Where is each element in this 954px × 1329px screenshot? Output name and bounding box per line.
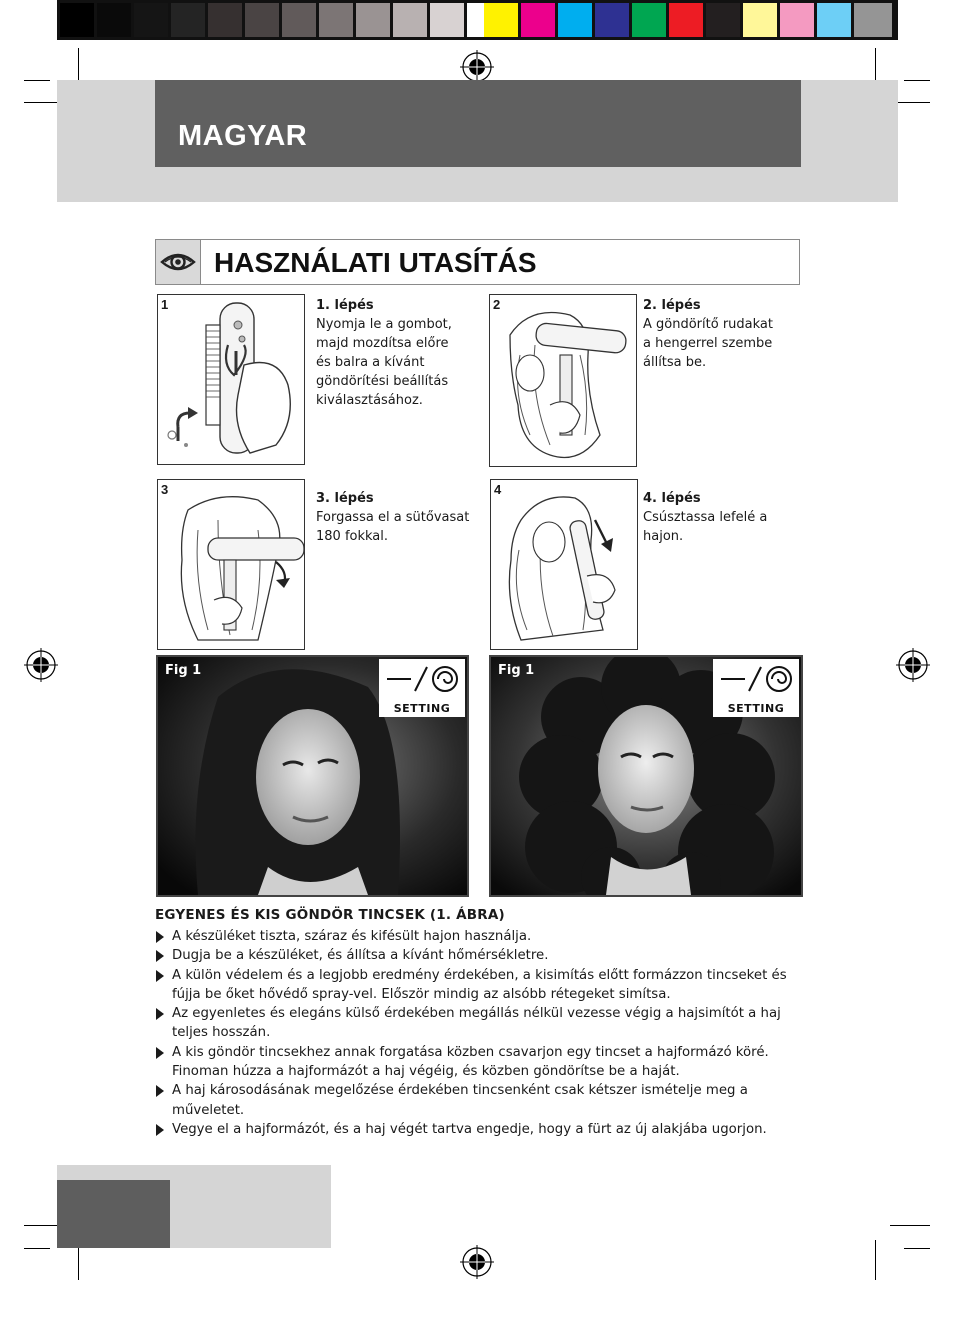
swatch (245, 3, 279, 37)
language-title: MAGYAR (178, 120, 308, 152)
swatch-pink (780, 3, 814, 37)
step-1-text (316, 296, 476, 410)
woman-using-curler-illustration (490, 295, 637, 467)
section-title-box (155, 239, 800, 285)
step-title: 4. lépés (643, 491, 701, 506)
step-description: Forgassa el a sütővasat 180 fokkal. (316, 510, 470, 544)
crop-mark (904, 1248, 930, 1249)
step-title: 3. lépés (316, 491, 374, 506)
registration-mark-icon (24, 648, 58, 682)
swatch (171, 3, 205, 37)
straight-wave-setting-icon (379, 659, 465, 699)
swatch-gray (854, 3, 892, 37)
section-title: HASZNÁLATI UTASÍTÁS (214, 247, 537, 278)
list-item-text: A kis göndör tincsekhez annak forgatása közben csavarjon egy tincset a hajformázó köré. Finoman húzza a hajformázót a haj végéig, és közben göndörítse be a haját. (172, 1044, 769, 1080)
swatch (356, 3, 390, 37)
setting-label: SETTING (393, 702, 451, 715)
swatch (134, 3, 168, 37)
list-item-text: Az egyenletes és elegáns külső érdekében megállás nélkül vezesse végig a hajsimítót a haj teljes hosszán. (172, 1006, 781, 1041)
straight-wave-setting-icon (713, 659, 799, 699)
list-item (155, 927, 795, 946)
list-item-text: Dugja be a készüléket, és állítsa a kívánt hőmérsékletre. (172, 948, 549, 964)
registration-mark-icon (460, 50, 494, 84)
list-item (155, 966, 795, 1005)
swatch-magenta (521, 3, 555, 37)
crop-mark (875, 1240, 876, 1280)
swatch (319, 3, 353, 37)
step-number: 1 (161, 297, 169, 312)
crop-mark (24, 80, 50, 81)
bullet-arrow-icon (156, 1085, 164, 1097)
bullet-arrow-icon (156, 1008, 164, 1020)
list-item (155, 1004, 795, 1043)
footer-page-tab (57, 1180, 170, 1248)
step-description: A göndörítő rudakat a hengerrel szembe állítsa be. (643, 317, 773, 370)
swatch (430, 3, 464, 37)
crop-mark (890, 1225, 930, 1226)
list-item (155, 1120, 795, 1139)
crop-mark (904, 80, 930, 81)
list-item (155, 1043, 795, 1082)
step-3-illustration (157, 479, 305, 650)
step-2-illustration (489, 294, 637, 467)
bullet-arrow-icon (156, 1124, 164, 1136)
swatch (282, 3, 316, 37)
setting-label: SETTING (727, 702, 785, 715)
bullet-arrow-icon (156, 950, 164, 962)
swatch (97, 3, 131, 37)
crop-mark (24, 1248, 50, 1249)
instructions-list (155, 927, 795, 1139)
swatch-green (632, 3, 666, 37)
step-number: 3 (161, 482, 169, 497)
swatch (208, 3, 242, 37)
swatch-red (669, 3, 703, 37)
swatch-yellow (484, 3, 518, 37)
curling-tool-hand-illustration (158, 295, 305, 465)
instructions-heading: EGYENES ÉS KIS GÖNDÖR TINCSEK (1. ÁBRA) (155, 907, 505, 923)
figure-label: Fig 1 (498, 663, 535, 678)
step-description: Csúsztassa lefelé a hajon. (643, 510, 768, 544)
slide-curler-down-illustration (491, 480, 638, 650)
step-3-text (316, 489, 476, 546)
figure-photo-straight-hair (156, 655, 469, 897)
list-item-text: A készüléket tiszta, száraz és kifésült hajon használja. (172, 929, 532, 944)
step-number: 2 (493, 297, 501, 312)
step-number: 4 (494, 482, 502, 497)
list-item-text: Vegye el a hajformázót, és a haj végét tartva engedje, hogy a fürt az új alakjába ugorjon. (172, 1121, 767, 1137)
list-item-text: A külön védelem és a legjobb eredmény érdekében, a kisimítás előtt formázzon tincseket és fújja be őket hővédő spray-vel. Először mindig az alsóbb rétegeket simítsa. (172, 967, 787, 1002)
rotate-curler-illustration (158, 480, 305, 650)
registration-mark-icon (896, 648, 930, 682)
swatch-light-yellow (743, 3, 777, 37)
swatch (706, 3, 740, 37)
section-icon-box (156, 240, 201, 284)
list-item (155, 1081, 795, 1120)
swatch-blue (595, 3, 629, 37)
list-item (155, 946, 795, 965)
swatch (393, 3, 427, 37)
bullet-arrow-icon (156, 1047, 164, 1059)
eye-icon (156, 240, 200, 284)
step-4-text (643, 489, 803, 546)
setting-indicator (713, 659, 799, 717)
registration-mark-icon (460, 1245, 494, 1279)
step-2-text (643, 296, 803, 372)
step-4-illustration (490, 479, 638, 650)
step-title: 2. lépés (643, 298, 701, 313)
swatch-light-cyan (817, 3, 851, 37)
bullet-arrow-icon (156, 970, 164, 982)
step-title: 1. lépés (316, 298, 374, 313)
figure-photo-curly-hair (489, 655, 803, 897)
swatch-cyan (558, 3, 592, 37)
step-1-illustration (157, 294, 305, 465)
figure-label: Fig 1 (165, 663, 202, 678)
list-item-text: A haj károsodásának megelőzése érdekében tincsenként csak kétszer ismételje meg a műveletet. (172, 1083, 748, 1118)
swatch-black (60, 3, 94, 37)
step-description: Nyomja le a gombot, majd mozdítsa előre és balra a kívánt göndörítési beállítás kiválasztásához. (316, 317, 452, 408)
bullet-arrow-icon (156, 931, 164, 943)
setting-indicator (379, 659, 465, 717)
swatch-gap (469, 3, 484, 37)
